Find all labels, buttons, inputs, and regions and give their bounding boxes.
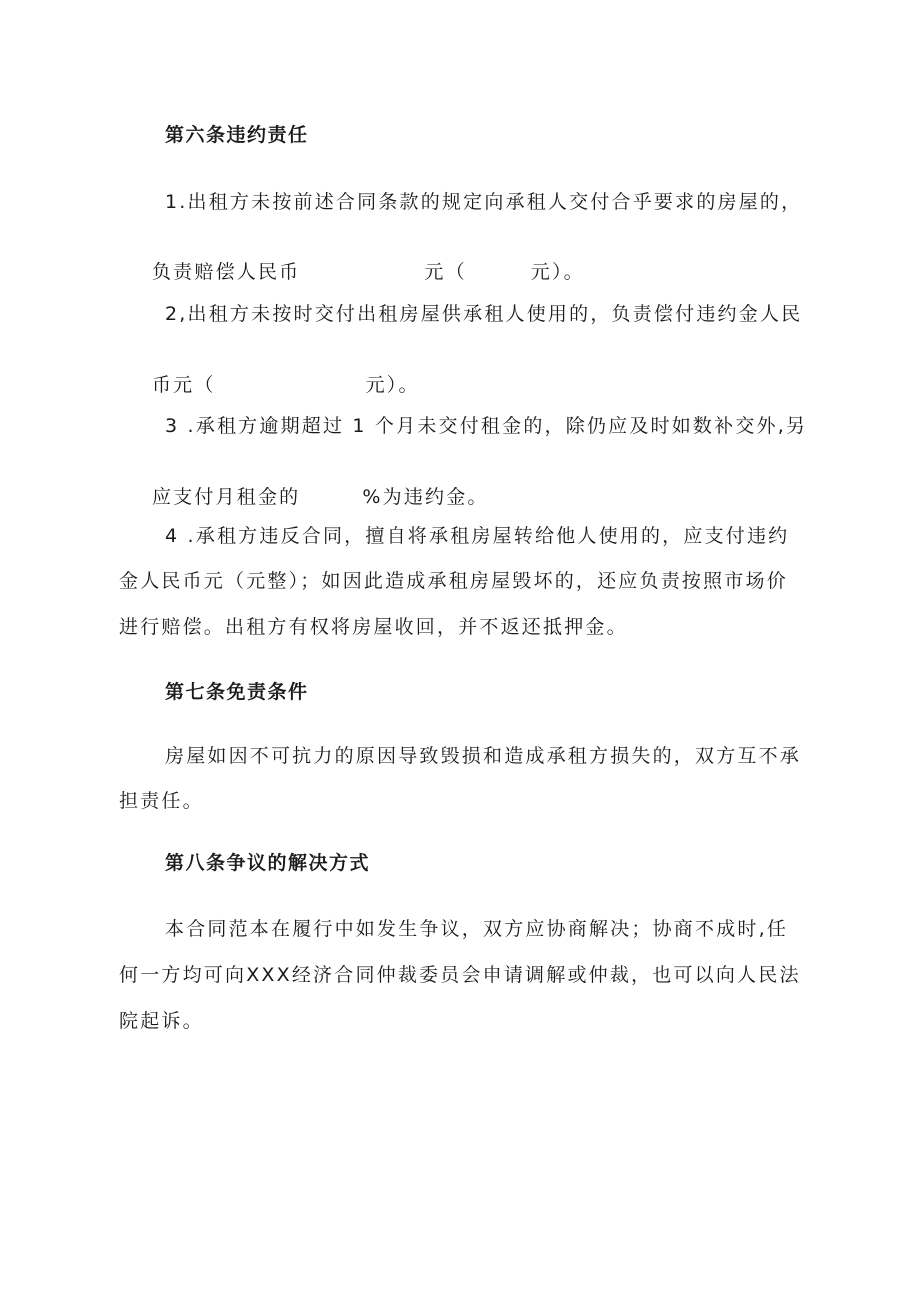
article-8-line-2: 何一方均可向XXX经济合同仲裁委员会申请调解或仲裁，也可以向人民法 <box>119 964 801 986</box>
article-7-heading: 第七条免责条件 <box>165 681 309 703</box>
article-6-item-2-yuan-close: 元）。 <box>365 374 420 396</box>
article-6-item-3-label: 应支付月租金的 <box>151 486 301 508</box>
article-7-line-2: 担责任。 <box>119 790 204 812</box>
article-8-line-1: 本合同范本在履行中如发生争议，双方应协商解决；协商不成时,任 <box>165 918 789 940</box>
article-6-item-3-line-1: 3 .承租方逾期超过 1 个月未交付租金的，除仍应及时如数补交外,另 <box>165 415 808 437</box>
article-6-item-1-yuan-open: 元（ <box>424 261 467 283</box>
article-6-item-2-line-1: 2,出租方未按时交付出租房屋供承租人使用的，负责偿付违约金人民 <box>165 303 803 325</box>
article-6-item-1-amount-label: 负责赔偿人民币 <box>151 261 301 283</box>
article-8-heading: 第八条争议的解决方式 <box>165 852 371 874</box>
article-6-item-4-line-2: 金人民币元（元整）；如因此造成承租房屋毁坏的，还应负责按照市场价 <box>119 570 788 592</box>
article-6-item-3-percent: %为违约金。 <box>362 486 489 508</box>
article-7-line-1: 房屋如因不可抗力的原因导致毁损和造成承租方损失的，双方互不承 <box>165 745 802 767</box>
article-6-item-1-yuan-close: 元）。 <box>530 261 585 283</box>
article-8-line-3: 院起诉。 <box>119 1010 204 1032</box>
article-6-item-4-line-3: 进行赔偿。出租方有权将房屋收回，并不返还抵押金。 <box>119 616 628 638</box>
article-6-item-2-yuan-open: 币元（ <box>151 374 216 396</box>
article-6-item-4-line-1: 4 .承租方违反合同，擅自将承租房屋转给他人使用的，应支付违约 <box>165 525 790 547</box>
article-6-heading: 第六条违约责任 <box>165 124 309 146</box>
article-6-item-1-line-2 <box>119 233 585 311</box>
article-6-item-1-line-1: 1.出租方未按前述合同条款的规定向承租人交付合乎要求的房屋的， <box>165 191 803 213</box>
